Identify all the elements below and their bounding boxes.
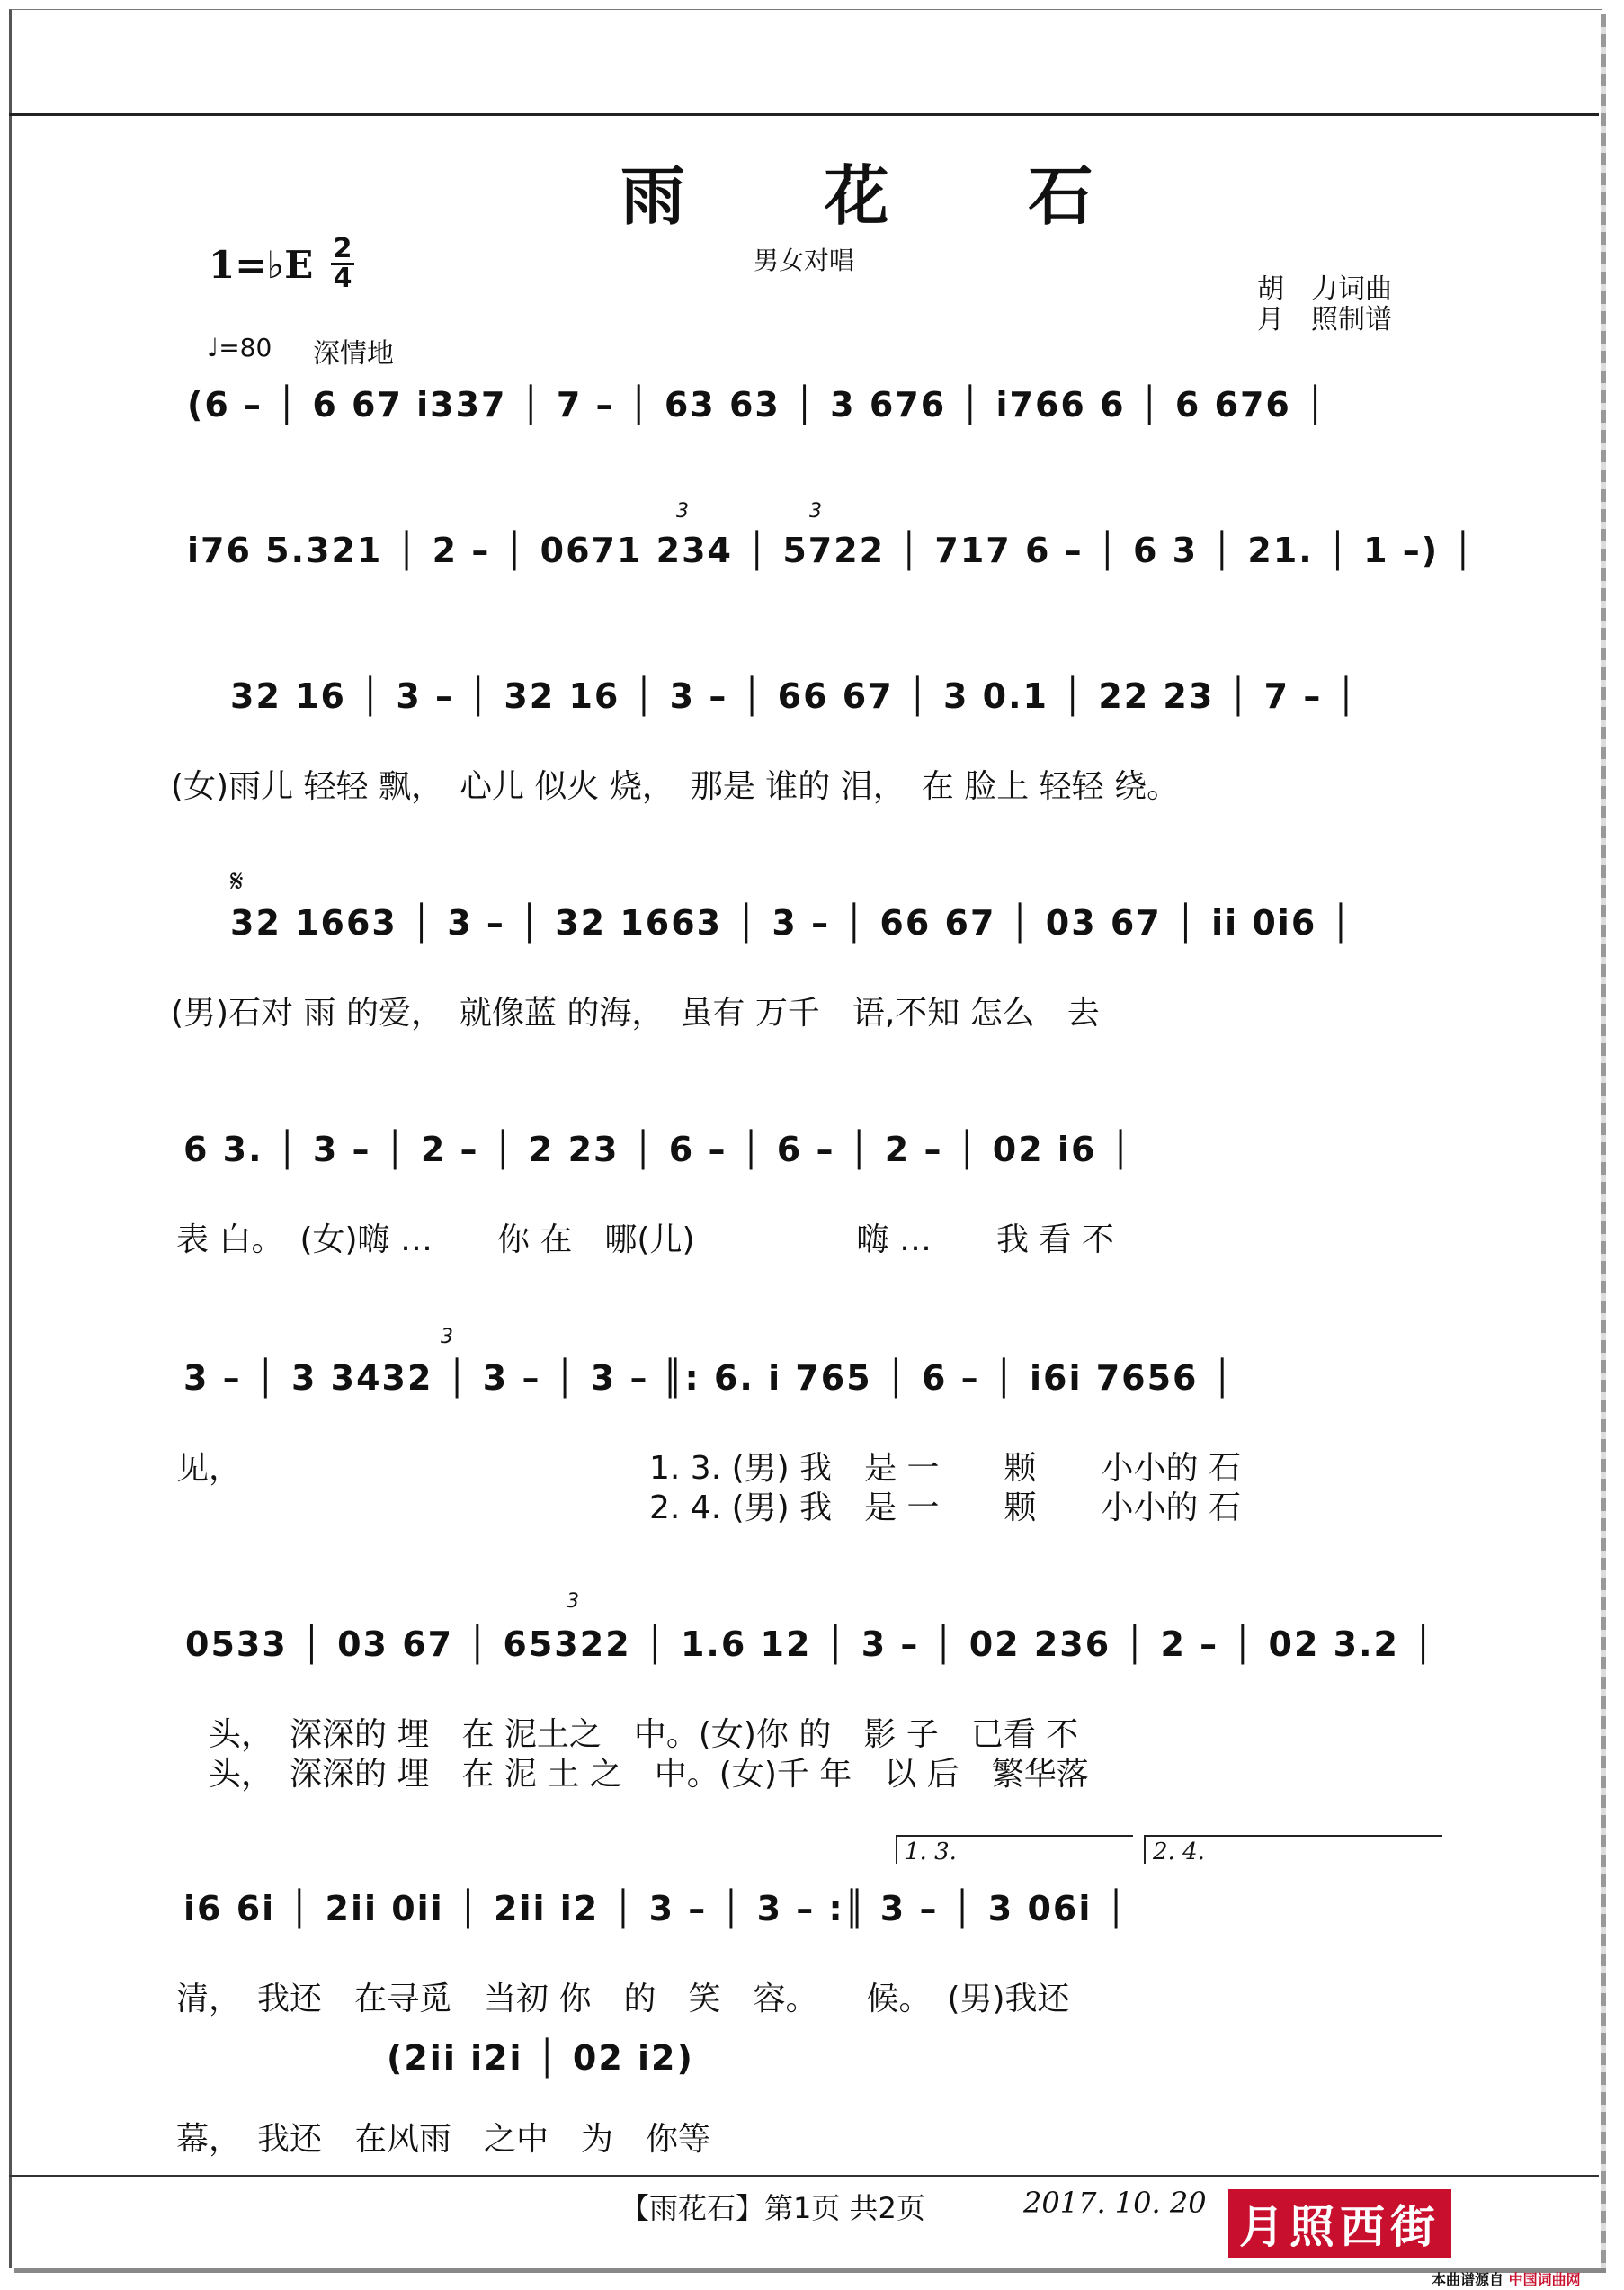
system-3-notes: 32 16 │ 3 – │ 32 16 │ 3 – │ 66 67 │ 3 0.1 │ 22 23 │ 7 – │ (230, 676, 1359, 716)
ending-bracket-1 (896, 1835, 1133, 1864)
page-shadow-right (1601, 14, 1606, 2272)
verse-lyric-1: 1. 3. (男) 我 是 一 颗 小小的 石 (649, 1450, 1242, 1487)
print-date: 2017. 10. 20 (1023, 2186, 1207, 2220)
system-6-lyrics: 见， (176, 1450, 242, 1487)
system-5-lyrics: 表 白。 (女)嗨 … 你 在 哪(儿) 嗨 … 我 看 不 (176, 1221, 1114, 1258)
expression-mark: 深情地 (313, 338, 394, 370)
time-sig-top: 2 (333, 233, 352, 264)
system-4-notes: 32 1663 │ 3 – │ 32 1663 │ 3 – │ 66 67 │ 03 67 │ ii 0i6 │ (230, 903, 1353, 943)
system-7-notes: 0533 │ 03 67 │ 65322 │ 1.6 12 │ 3 – │ 02 236 │ 2 – │ 02 3.2 │ (185, 1624, 1436, 1664)
system-5-notes: 6 3. │ 3 – │ 2 – │ 2 23 │ 6 – │ 6 – │ 2 – │ 02 i6 │ (183, 1130, 1133, 1169)
page-info: 【雨花石】第1页 共2页 (620, 2191, 925, 2225)
triplet-mark: 3 (676, 500, 689, 523)
page-shadow-bottom (14, 2268, 1606, 2273)
triplet-mark: 3 (809, 500, 822, 523)
system-1-notes: (6 – │ 6 67 i337 │ 7 – │ 63 63 │ 3 676 │ i766 6 │ 6 676 │ (187, 385, 1327, 425)
credit-lyricist: 胡 力词曲 (1257, 273, 1392, 305)
verse-lyric-3: 头， 深深的 埋 在 泥 土 之 中。(女)千 年 以 后 繁华落 (209, 1756, 1089, 1793)
ending-bracket-2 (1144, 1835, 1442, 1864)
key-signature: 1=♭E (209, 243, 314, 287)
publisher-seal: 月照西街 (1228, 2189, 1451, 2258)
triplet-mark: 3 (441, 1326, 453, 1348)
system-3-lyrics: (女)雨儿 轻轻 飘， 心儿 似火 烧， 那是 谁的 泪， 在 脸上 轻轻 绕。 (171, 768, 1180, 805)
ending-2-label: 2. 4. (1153, 1838, 1205, 1865)
system-9-lyrics: 幕， 我还 在风雨 之中 为 你等 (176, 2121, 711, 2158)
source-credit (1432, 2268, 1581, 2289)
page-title: 雨 花 石 (620, 157, 1152, 234)
system-2-notes: i76 5.321 │ 2 – │ 0671 234 │ 5722 │ 717 6 – │ 6 3 │ 21. │ 1 –) │ (187, 531, 1476, 570)
header-rule (9, 113, 1599, 116)
system-6-notes: 3 – │ 3 3432 │ 3 – │ 3 – ║: 6. i 765 │ 6 – │ i6i 7656 │ (183, 1358, 1235, 1398)
source-site: 中国词曲网 (1508, 2271, 1581, 2288)
system-7-lyrics: 头， 深深的 埋 在 泥土之 中。(女)你 的 影 子 已看 不 (209, 1716, 1079, 1753)
system-9-notes: (2ii i2i │ 02 i2) (387, 2038, 694, 2078)
verse-lyric-2: 2. 4. (男) 我 是 一 颗 小小的 石 (649, 1489, 1242, 1526)
time-sig-bottom: 4 (331, 263, 354, 292)
segno-sign: 𝄋 (230, 863, 244, 899)
triplet-mark: 3 (567, 1590, 579, 1613)
time-signature (331, 233, 354, 294)
credit-arranger: 月 照制谱 (1257, 304, 1392, 335)
ending-1-label: 1. 3. (905, 1838, 957, 1865)
subtitle: 男女对唱 (754, 246, 855, 275)
tempo-mark: ♩=80 (207, 333, 272, 362)
system-4-lyrics: (男)石对 雨 的爱， 就像蓝 的海， 虽有 万千 语,不知 怎么 去 (171, 995, 1100, 1032)
system-8-notes: i6 6i │ 2ii 0ii │ 2ii i2 │ 3 – │ 3 – :║ 3 – │ 3 06i │ (183, 1889, 1129, 1928)
footer-rule (9, 2175, 1599, 2177)
source-prefix: 本曲谱源自 (1432, 2271, 1504, 2288)
system-8-lyrics: 清， 我还 在寻觅 当初 你 的 笑 容。 候。 (男)我还 (176, 1981, 1070, 2017)
